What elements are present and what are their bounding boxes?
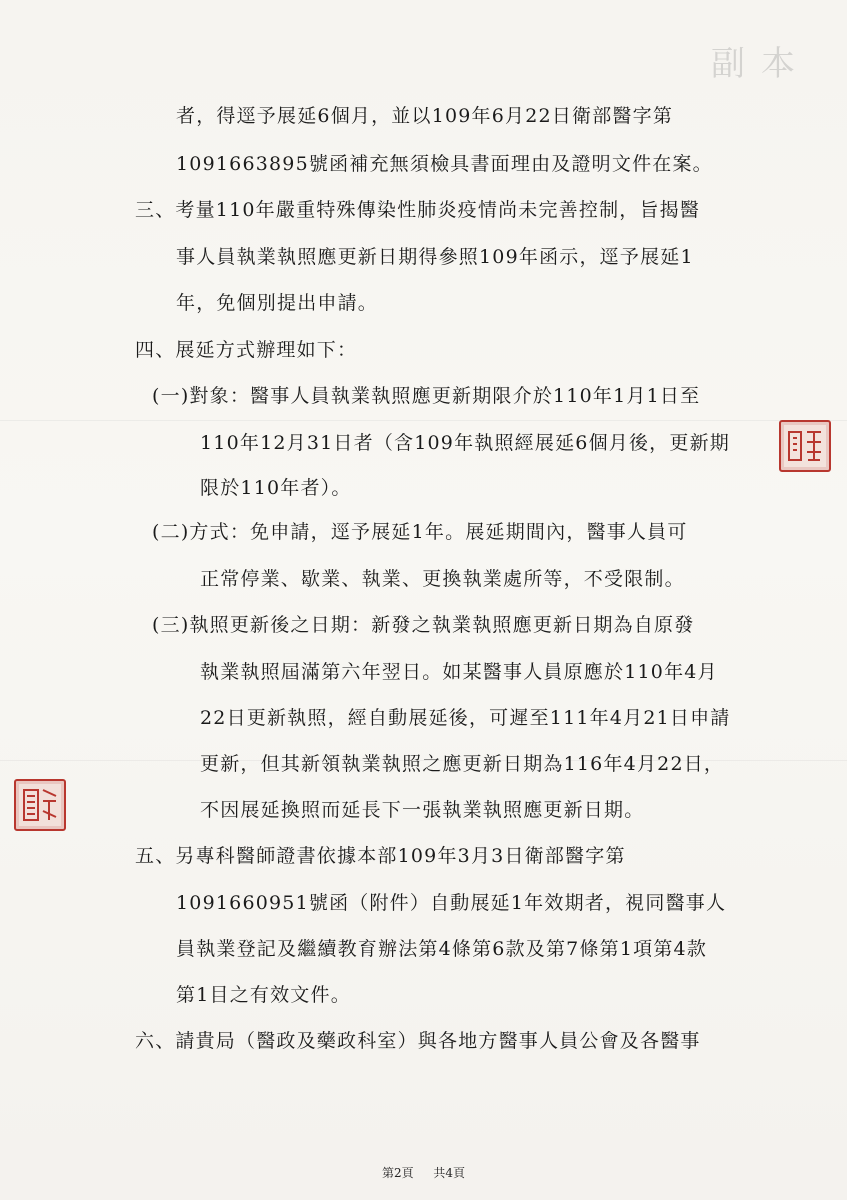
text-line: (二)方式：免申請，逕予展延1年。展延期間內，醫事人員可 [152,521,688,543]
text-line: 限於110年者）。 [200,477,352,499]
text-line: 員執業登記及繼續教育辦法第4條第6款及第7條第1項第4款 [176,938,708,960]
page-total: 共4頁 [433,1166,466,1180]
text-line: 1091663895號函補充無須檢具書面理由及證明文件在案。 [176,153,713,175]
text-line: 執業執照屆滿第六年翌日。如某醫事人員原應於110年4月 [200,661,718,683]
text-line: (三)執照更新後之日期：新發之執業執照應更新日期為自原發 [152,614,695,636]
text-line: 三、考量110年嚴重特殊傳染性肺炎疫情尚未完善控制，旨揭醫 [135,199,701,221]
text-line: 22日更新執照，經自動展延後，可遲至111年4月21日申請 [200,707,731,729]
page-number: 第2頁 [381,1166,414,1180]
seal-glyph-icon [16,781,64,829]
red-seal-stamp [779,420,831,472]
copy-watermark: 副本 [711,44,811,84]
text-line: 110年12月31日者（含109年執照經展延6個月後，更新期 [200,432,730,454]
text-line: 更新，但其新領執業執照之應更新日期為116年4月22日， [200,753,725,775]
seal-glyph-icon [781,422,829,470]
text-line: (一)對象：醫事人員執業執照應更新期限介於110年1月1日至 [152,385,701,407]
text-line: 者，得逕予展延6個月，並以109年6月22日衛部醫字第 [176,105,674,127]
page-footer [0,1164,847,1181]
text-line: 五、另專科醫師證書依據本部109年3月3日衛部醫字第 [135,845,626,867]
text-line: 1091660951號函（附件）自動展延1年效期者，視同醫事人 [176,892,727,914]
text-line: 年，免個別提出申請。 [176,292,379,314]
text-line: 六、請貴局（醫政及藥政科室）與各地方醫事人員公會及各醫事 [135,1030,701,1052]
paper-fold [0,420,847,421]
text-line: 第1目之有效文件。 [176,984,351,1006]
text-line: 不因展延換照而延長下一張執業執照應更新日期。 [200,799,645,821]
text-line: 正常停業、歇業、執業、更換執業處所等，不受限制。 [200,568,685,590]
text-line: 事人員執業執照應更新日期得參照109年函示，逕予展延1 [176,246,694,268]
text-line: 四、展延方式辦理如下： [135,339,358,361]
red-seal-stamp [14,779,66,831]
